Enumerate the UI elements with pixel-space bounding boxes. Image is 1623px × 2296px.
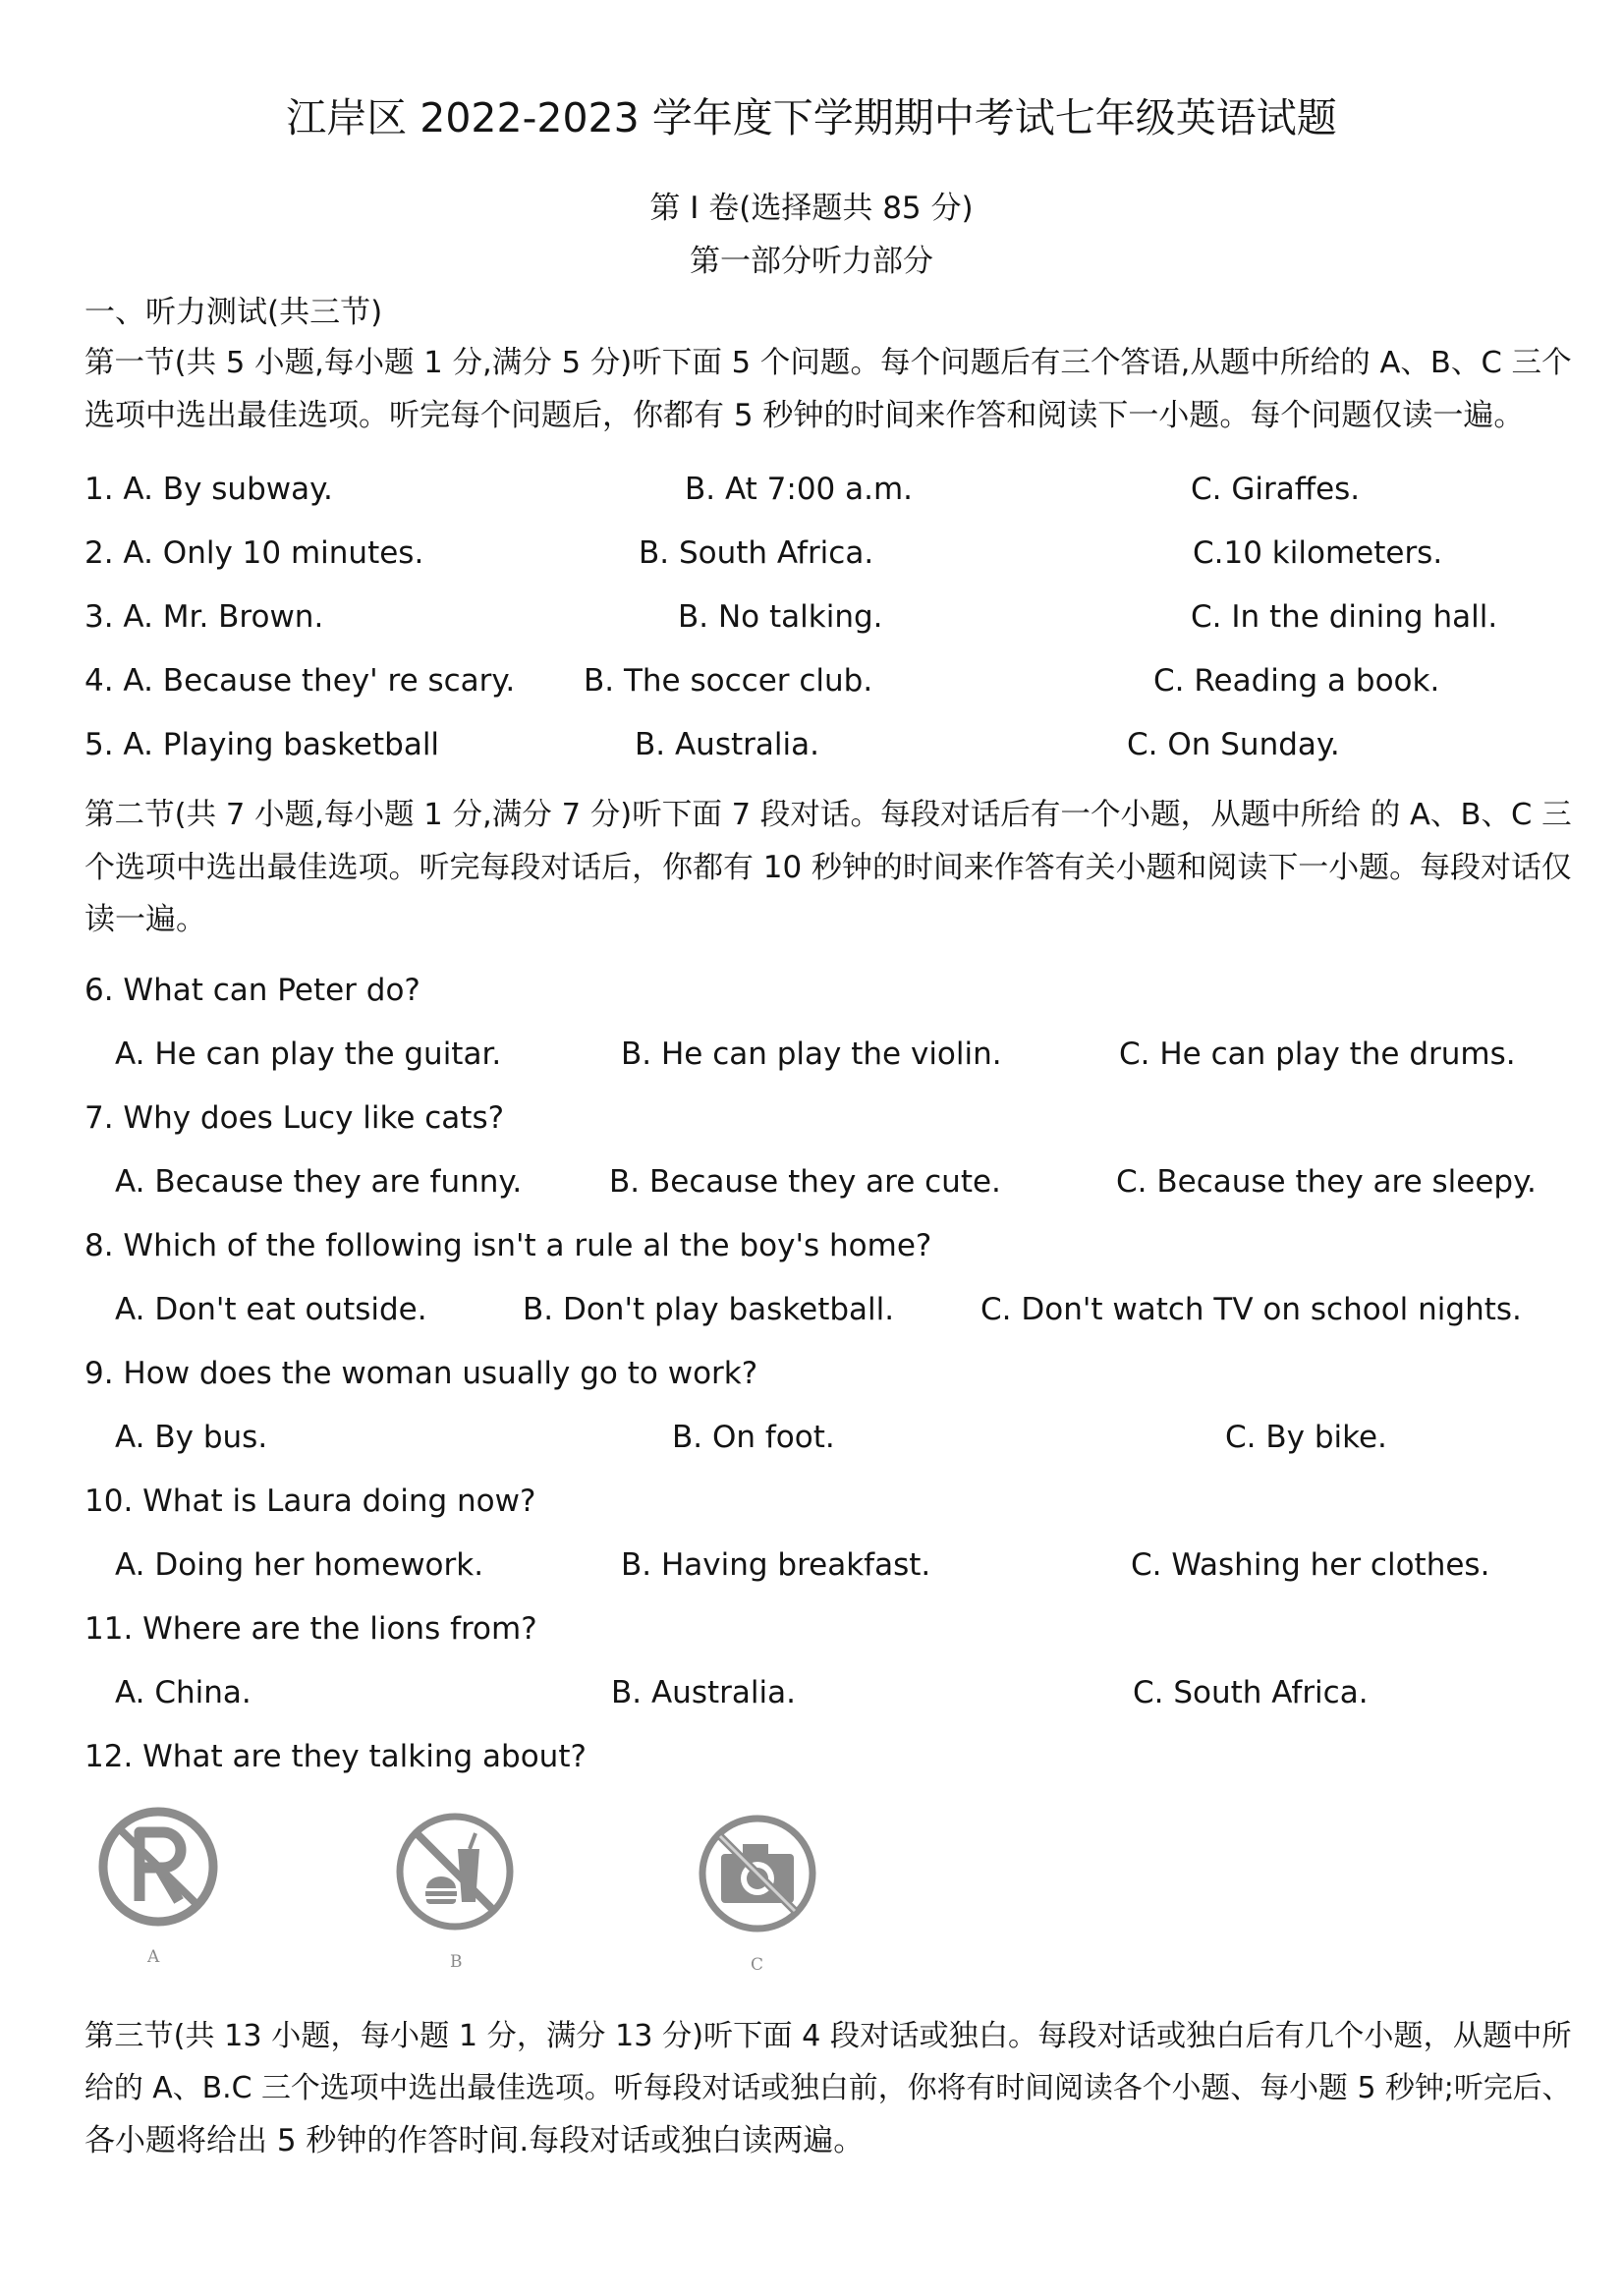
q1-option-c: C. Giraffes. [1191, 472, 1361, 507]
section1-instructions-line1: 第一节(共 5 小题,每小题 1 分,满分 5 分)听下面 5 个问题。每个问题后有三个答语,从题中所给的 A、B、C 三个 [84, 346, 1572, 380]
q5-option-c: C. On Sunday. [1127, 727, 1340, 762]
q7-option-a: A. Because they are funny. [115, 1164, 523, 1200]
q12-label-c: C [751, 1955, 764, 1975]
q10-option-b: B. Having breakfast. [621, 1547, 931, 1583]
q9-option-b: B. On foot. [672, 1420, 835, 1455]
q6-question: 6. What can Peter do? [84, 973, 420, 1008]
q11-option-b: B. Australia. [611, 1675, 796, 1710]
q11-question: 11. Where are the lions from? [84, 1611, 537, 1647]
q8-option-c: C. Don't watch TV on school nights. [980, 1292, 1522, 1327]
q12-question: 12. What are they talking about? [84, 1739, 587, 1774]
q7-question: 7. Why does Lucy like cats? [84, 1100, 505, 1136]
section2-instructions-line3: 读一遍。 [84, 902, 206, 937]
q5-option-a: 5. A. Playing basketball [84, 727, 440, 762]
section3-instructions-line2: 给的 A、B.C 三个选项中选出最佳选项。听每段对话或独白前，你将有时间阅读各个小题、每小题 5 秒钟;听完后、 [84, 2071, 1572, 2105]
q3-option-c: C. In the dining hall. [1191, 599, 1498, 635]
q4-option-b: B. The soccer club. [584, 663, 873, 699]
q12-label-b: B [450, 1952, 463, 1972]
q1-option-b: B. At 7:00 a.m. [685, 472, 914, 507]
q12-label-a: A [147, 1947, 160, 1967]
q7-option-c: C. Because they are sleepy. [1116, 1164, 1537, 1200]
q5-option-b: B. Australia. [635, 727, 819, 762]
section-heading: 一、听力测试(共三节) [84, 295, 383, 330]
section3-instructions-line1: 第三节(共 13 小题，每小题 1 分，满分 13 分)听下面 4 段对话或独白。每段对话或独白后有几个小题，从题中所 [84, 2019, 1572, 2053]
q2-option-c: C.10 kilometers. [1193, 535, 1443, 571]
no-camera-icon [694, 1810, 821, 1937]
q1-option-a: 1. A. By subway. [84, 472, 333, 507]
q2-option-b: B. South Africa. [639, 535, 874, 571]
q9-option-c: C. By bike. [1225, 1420, 1387, 1455]
section2-instructions-line1: 第二节(共 7 小题,每小题 1 分,满分 7 分)听下面 7 段对话。每段对话后有一个小题，从题中所给 的 A、B、C 三 [84, 798, 1572, 832]
q9-option-a: A. By bus. [115, 1420, 268, 1455]
q4-option-a: 4. A. Because they' re scary. [84, 663, 516, 699]
q11-option-a: A. China. [115, 1675, 252, 1710]
section3-instructions-line3: 各小题将给出 5 秒钟的作答时间.每段对话或独白读两遍。 [84, 2123, 865, 2158]
q6-option-c: C. He can play the drums. [1119, 1036, 1516, 1072]
q2-option-a: 2. A. Only 10 minutes. [84, 535, 424, 571]
q4-option-c: C. Reading a book. [1153, 663, 1440, 699]
no-parking-icon [94, 1803, 222, 1931]
q10-option-a: A. Doing her homework. [115, 1547, 484, 1583]
q10-question: 10. What is Laura doing now? [84, 1484, 536, 1519]
q3-option-a: 3. A. Mr. Brown. [84, 599, 324, 635]
q6-option-a: A. He can play the guitar. [115, 1036, 502, 1072]
no-food-drink-icon [391, 1808, 519, 1935]
q3-option-b: B. No talking. [678, 599, 883, 635]
q11-option-c: C. South Africa. [1133, 1675, 1369, 1710]
section2-instructions-line2: 个选项中选出最佳选项。听完每段对话后，你都有 10 秒钟的时间来作答有关小题和阅读下一小题。每段对话仅 [84, 850, 1572, 885]
part-heading: 第一部分听力部分 [690, 244, 933, 279]
q7-option-b: B. Because they are cute. [609, 1164, 1001, 1200]
q8-question: 8. Which of the following isn't a rule al the boy's home? [84, 1228, 932, 1263]
exam-title: 江岸区 2022-2023 学年度下学期期中考试七年级英语试题 [286, 94, 1337, 141]
q8-option-a: A. Don't eat outside. [115, 1292, 427, 1327]
volume-heading: 第 I 卷(选择题共 85 分) [649, 191, 974, 226]
q8-option-b: B. Don't play basketball. [523, 1292, 895, 1327]
q6-option-b: B. He can play the violin. [621, 1036, 1002, 1072]
q9-question: 9. How does the woman usually go to work? [84, 1356, 758, 1391]
section1-instructions-line2: 选项中选出最佳选项。听完每个问题后，你都有 5 秒钟的时间来作答和阅读下一小题。每个问题仅读一遍。 [84, 398, 1525, 433]
q10-option-c: C. Washing her clothes. [1131, 1547, 1490, 1583]
